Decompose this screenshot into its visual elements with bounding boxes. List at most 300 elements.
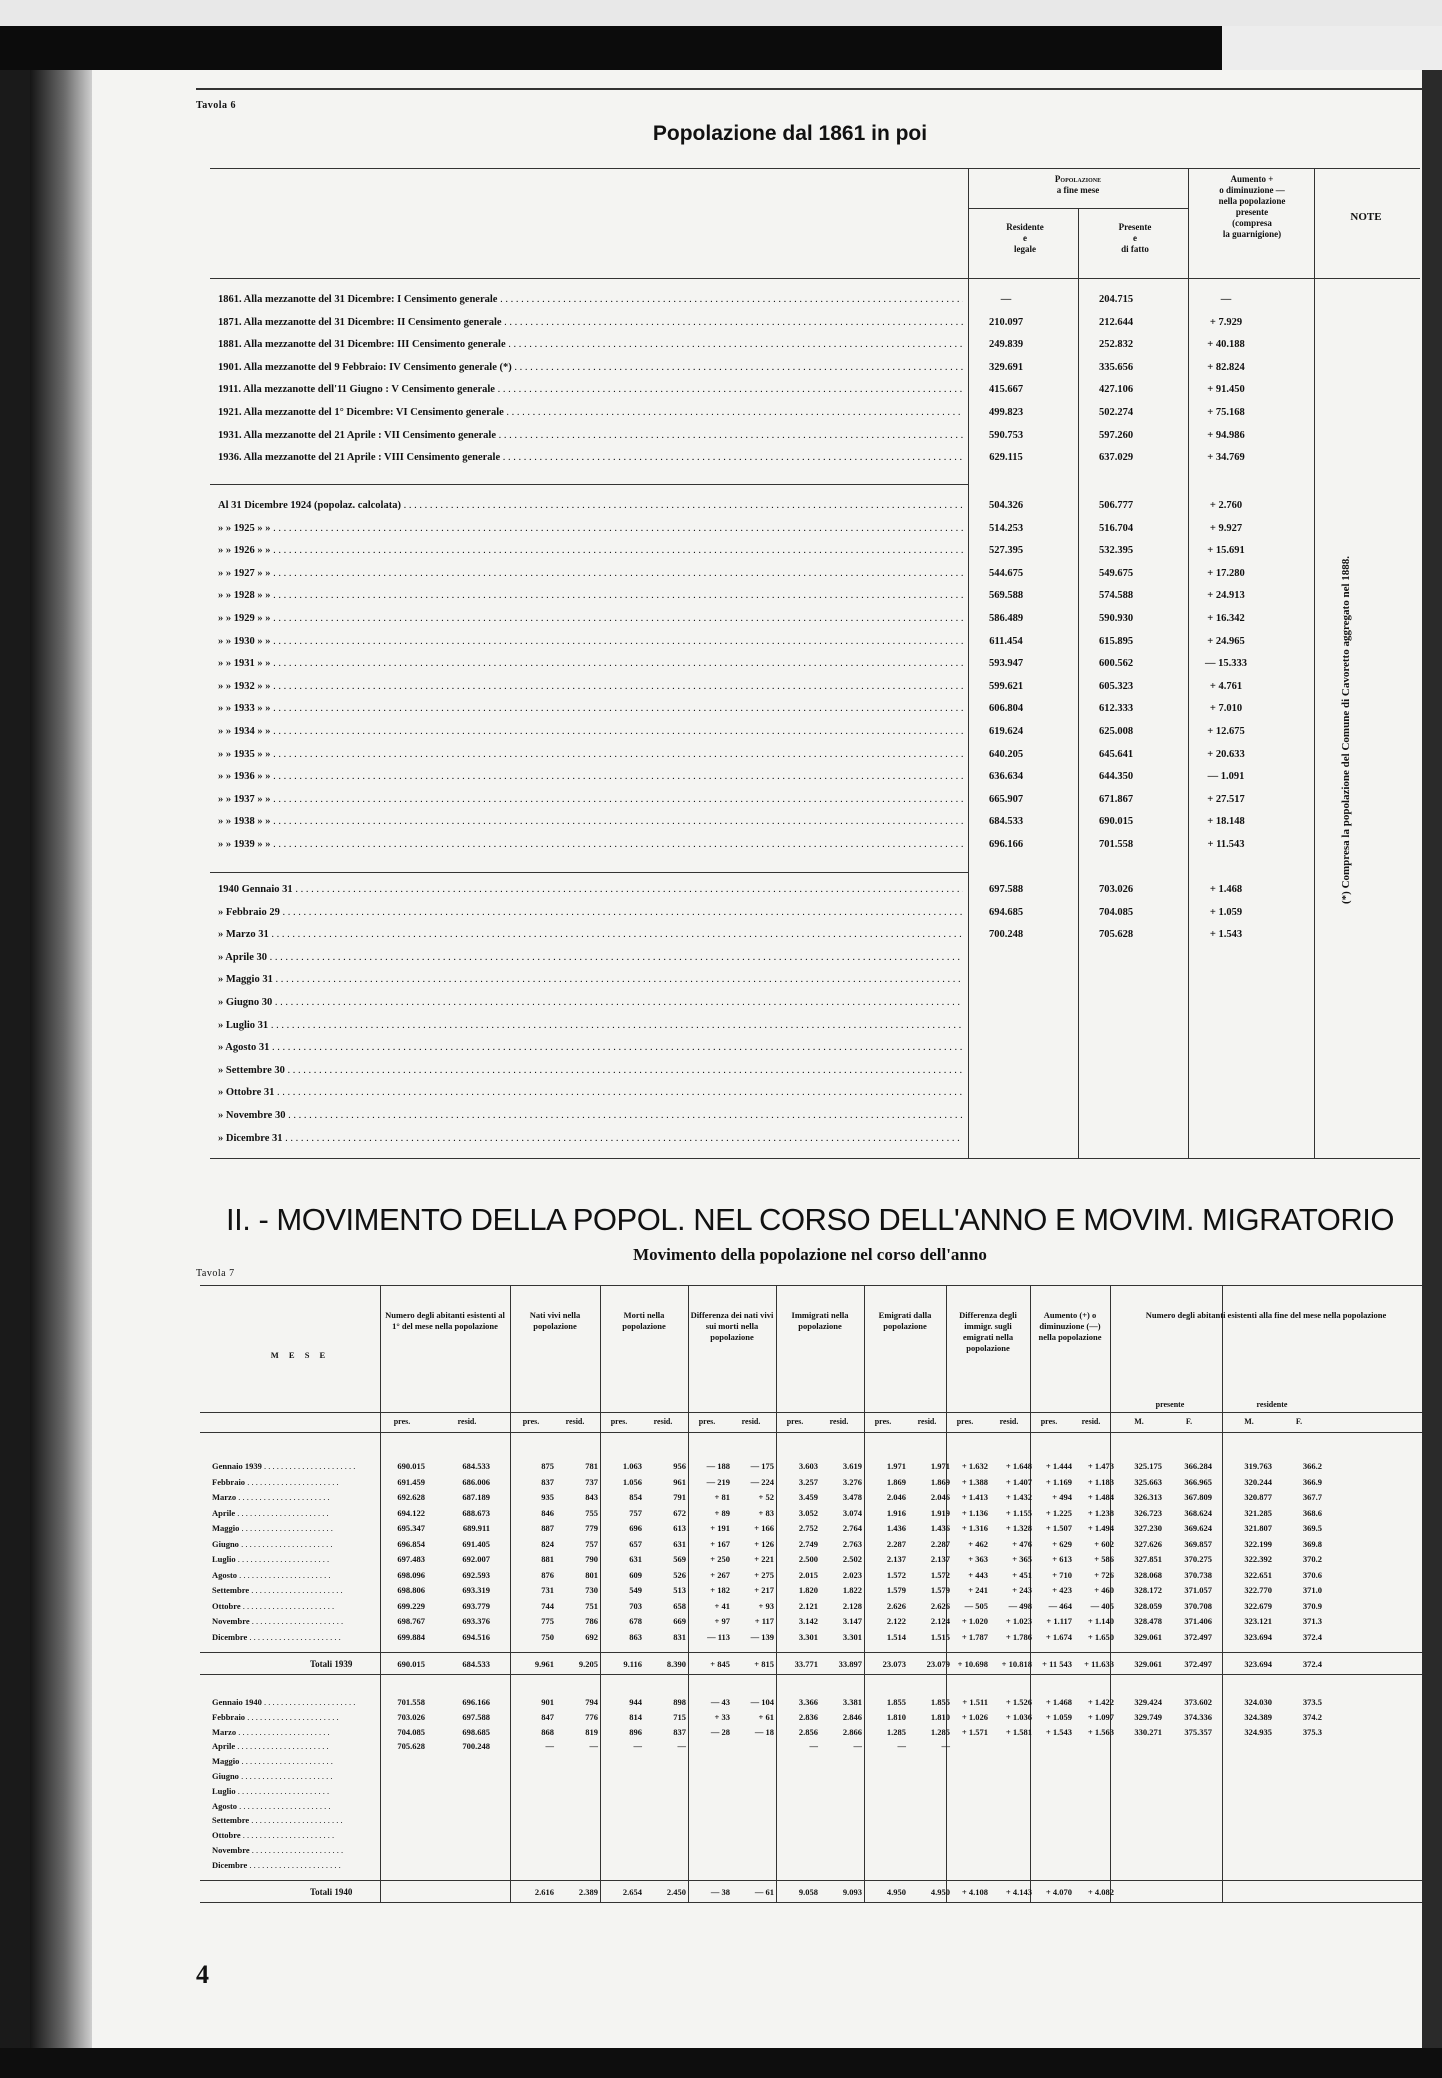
total-value: 9.205 — [578, 1659, 598, 1669]
value-aumento: + 34.769 — [1207, 452, 1245, 464]
row-value: + 1.648 — [1005, 1461, 1032, 1471]
value-residente: 697.588 — [988, 884, 1024, 895]
table6-row — [218, 496, 1308, 518]
row-label: » » 1938 » » . . . — [218, 816, 963, 827]
row-value: 3.459 — [798, 1492, 818, 1502]
row-month: Febbraio . . . — [212, 1477, 377, 1487]
row-value: + 1.563 — [1087, 1726, 1114, 1737]
value-aumento: + 1.543 — [1209, 929, 1243, 941]
row-label: » » 1927 » » . . . — [218, 568, 963, 579]
row-value: 896 — [629, 1726, 642, 1737]
tavola-7-label: Tavola 7 — [196, 1268, 235, 1279]
value-presente: 590.930 — [1098, 613, 1134, 624]
table7-row — [210, 1844, 1425, 1857]
row-value: 715 — [673, 1711, 686, 1722]
table7-row — [210, 1711, 1425, 1724]
table6-row — [218, 1038, 1308, 1060]
total-value: + 10.698 — [957, 1659, 988, 1669]
row-value: 2.836 — [798, 1711, 818, 1722]
table7-row — [210, 1631, 1425, 1644]
total-value: — 61 — [754, 1887, 774, 1897]
row-value: + 462 — [968, 1538, 988, 1549]
row-value: 672 — [673, 1507, 686, 1518]
row-value: 3.052 — [798, 1507, 818, 1518]
value-aumento: + 40.188 — [1207, 339, 1245, 351]
row-value: 323.694 — [1244, 1631, 1272, 1642]
row-month: Dicembre . . . — [212, 1860, 377, 1870]
table6-subheader-rule — [968, 208, 1188, 209]
row-value: 322.392 — [1244, 1554, 1272, 1564]
value-residente: 665.907 — [988, 793, 1024, 805]
row-value: 371.057 — [1184, 1585, 1212, 1595]
row-value: 781 — [585, 1461, 598, 1471]
row-value: 731 — [541, 1585, 554, 1595]
row-value: + 1.316 — [961, 1523, 988, 1533]
total-value: + 4.082 — [1087, 1887, 1114, 1897]
row-value: 329.424 — [1134, 1697, 1162, 1707]
row-value: 1.916 — [886, 1507, 906, 1518]
value-residente: 504.326 — [988, 500, 1024, 511]
value-presente: 701.558 — [1098, 839, 1134, 850]
value-aumento: + 12.675 — [1207, 726, 1245, 737]
row-value: + 1.494 — [1087, 1523, 1114, 1533]
row-value: 687.189 — [462, 1492, 490, 1502]
row-value: + 1.117 — [1046, 1616, 1072, 1626]
t7-subheader-resid: resid. — [1081, 1417, 1101, 1426]
table7-row — [210, 1476, 1425, 1489]
row-value: + 1.444 — [1045, 1461, 1072, 1471]
row-value: — — [545, 1741, 554, 1752]
row-value: — 498 — [1008, 1600, 1032, 1611]
row-value: 779 — [585, 1523, 598, 1533]
row-value: 846 — [541, 1507, 554, 1518]
row-value: 1.869 — [930, 1476, 950, 1487]
value-aumento: + 15.691 — [1207, 545, 1245, 557]
row-value: 372.497 — [1184, 1631, 1212, 1642]
value-aumento: + 18.148 — [1207, 816, 1245, 828]
table6-header-rule — [210, 168, 1420, 169]
row-value: 1.515 — [930, 1631, 950, 1642]
table6-row — [218, 358, 1308, 380]
row-value: 3.147 — [842, 1616, 862, 1626]
row-value: 2.121 — [798, 1600, 818, 1611]
row-value: + 1.674 — [1045, 1631, 1072, 1642]
table6-row — [218, 948, 1308, 970]
value-aumento: + 75.168 — [1207, 407, 1245, 418]
t7-subheader-presente: presente — [1155, 1400, 1185, 1409]
value-presente: 600.562 — [1098, 658, 1134, 670]
total-value: 33.897 — [838, 1659, 862, 1669]
row-value: 1.063 — [622, 1461, 642, 1471]
row-label: 1861. Alla mezzanotte del 31 Dicembre: I Censimento generale . . . — [218, 294, 963, 305]
value-residente: 593.947 — [988, 658, 1024, 670]
row-value: + 1.059 — [1045, 1711, 1072, 1722]
row-value: 692.628 — [397, 1492, 425, 1502]
t7-subheader-resid: resid. — [565, 1417, 585, 1426]
row-value: — 104 — [750, 1697, 774, 1707]
table6-title: Popolazione dal 1861 in poi — [652, 122, 928, 145]
table6-top-rule — [196, 88, 1422, 90]
row-value: 370.275 — [1184, 1554, 1212, 1564]
row-value: 786 — [585, 1616, 598, 1626]
t7-header-aumento: Aumento (+) o diminuzione (—) nella popolazione — [1038, 1310, 1102, 1342]
row-value: + 243 — [1012, 1585, 1032, 1595]
row-value: 1.971 — [886, 1461, 906, 1471]
value-presente: 703.026 — [1098, 884, 1134, 895]
row-value: 1.855 — [930, 1697, 950, 1707]
row-value: 3.478 — [842, 1492, 862, 1502]
t7-subheader-resid: resid. — [653, 1417, 673, 1426]
row-value: 2.046 — [886, 1492, 906, 1502]
table7-total1939-bottom — [200, 1674, 1422, 1675]
row-value: + 613 — [1052, 1554, 1072, 1564]
row-value: 704.085 — [397, 1726, 425, 1737]
row-label: » Maggio 31 . . . — [218, 974, 963, 985]
value-presente: 204.715 — [1098, 294, 1134, 305]
value-aumento: + 94.986 — [1207, 429, 1245, 441]
row-value: + 1.650 — [1087, 1631, 1114, 1642]
scan-top-border — [0, 26, 1222, 70]
total-value: 329.061 — [1134, 1659, 1162, 1669]
row-value: 1.285 — [886, 1726, 906, 1737]
row-value: 321.807 — [1244, 1523, 1272, 1533]
value-residente: 684.533 — [988, 816, 1024, 828]
row-value: 1.869 — [886, 1476, 906, 1487]
row-value: + 1.140 — [1087, 1616, 1114, 1626]
row-month: Aprile . . . — [212, 1508, 377, 1518]
row-value: + 1.432 — [1005, 1492, 1032, 1502]
row-value: 801 — [585, 1569, 598, 1580]
row-value: 684.533 — [462, 1461, 490, 1471]
row-month: Luglio . . . — [212, 1786, 377, 1796]
value-residente: 606.804 — [988, 703, 1024, 715]
value-aumento: + 16.342 — [1207, 613, 1245, 624]
value-aumento: + 1.468 — [1209, 884, 1243, 895]
row-value: 887 — [541, 1523, 554, 1533]
row-value: 697.588 — [462, 1711, 490, 1722]
row-value: 370.9 — [1302, 1600, 1322, 1611]
row-value: 881 — [541, 1554, 554, 1564]
row-value: 1.579 — [930, 1585, 950, 1595]
table7-row — [210, 1800, 1425, 1813]
row-value: + 363 — [968, 1554, 988, 1564]
scan-bottom-border — [0, 2048, 1442, 2078]
row-value: + 1.468 — [1045, 1697, 1072, 1707]
total-label: Totali 1940 — [310, 1887, 353, 1897]
t7-subheader-pres: pres. — [1040, 1417, 1058, 1426]
row-value: + 93 — [758, 1600, 774, 1611]
total-value: + 11.633 — [1084, 1659, 1114, 1669]
row-value: + 1.632 — [961, 1461, 988, 1471]
table6-row — [218, 380, 1308, 402]
table6-row — [218, 903, 1308, 925]
row-value: 327.626 — [1134, 1538, 1162, 1549]
row-value: 370.6 — [1302, 1569, 1322, 1580]
row-month: Maggio . . . — [212, 1756, 377, 1766]
row-value: + 1.183 — [1087, 1476, 1114, 1487]
row-label: » Novembre 30 . . . — [218, 1110, 963, 1121]
row-value: 366.2 — [1302, 1461, 1322, 1471]
row-value: — 18 — [754, 1726, 774, 1737]
t7-subheader-F: F. — [1295, 1417, 1303, 1426]
row-label: » » 1932 » » . . . — [218, 681, 963, 692]
value-presente: 625.008 — [1098, 726, 1134, 737]
value-residente: 590.753 — [988, 429, 1024, 441]
row-value: 688.673 — [462, 1507, 490, 1518]
table7-row — [210, 1553, 1425, 1566]
row-value: — — [941, 1741, 950, 1752]
row-month: Ottobre . . . — [212, 1601, 377, 1611]
row-value: + 182 — [710, 1585, 730, 1595]
row-value: — 188 — [706, 1461, 730, 1471]
value-aumento: + 7.929 — [1209, 316, 1243, 328]
value-residente: 611.454 — [989, 635, 1023, 647]
row-value: 1.285 — [930, 1726, 950, 1737]
row-value: + 126 — [754, 1538, 774, 1549]
t7-subheader-pres: pres. — [522, 1417, 540, 1426]
row-value: + 1.136 — [961, 1507, 988, 1518]
row-value: + 460 — [1094, 1585, 1114, 1595]
value-residente: 329.691 — [988, 361, 1024, 373]
row-month: Giugno . . . — [212, 1539, 377, 1549]
row-value: 790 — [585, 1554, 598, 1564]
row-value: 322.679 — [1244, 1600, 1272, 1611]
total-value: 33.771 — [794, 1659, 818, 1669]
row-label: » » 1930 » » . . . — [218, 636, 963, 647]
scan-binding-shadow — [30, 70, 92, 2048]
header-note: NOTE — [1350, 211, 1382, 223]
total-value: — 38 — [710, 1887, 730, 1897]
row-value: + 1.507 — [1045, 1523, 1072, 1533]
row-value: 2.023 — [842, 1569, 862, 1580]
row-value: — 505 — [964, 1600, 988, 1611]
table7-row — [210, 1600, 1425, 1613]
row-value: 366.965 — [1184, 1476, 1212, 1487]
row-value: + 166 — [754, 1523, 774, 1533]
table6-row — [218, 1106, 1308, 1128]
table6-row — [218, 1083, 1308, 1105]
row-value: + 167 — [710, 1538, 730, 1549]
row-value: 696 — [629, 1523, 642, 1533]
value-residente: 694.685 — [988, 906, 1024, 918]
table6-row — [218, 313, 1308, 335]
row-value: 700.248 — [462, 1741, 490, 1752]
row-value: + 476 — [1012, 1538, 1032, 1549]
row-label: » Giugno 30 . . . — [218, 997, 963, 1008]
row-value: — — [853, 1741, 862, 1752]
row-label: » » 1928 » » . . . — [218, 590, 963, 601]
row-label: » Dicembre 31 . . . — [218, 1133, 963, 1144]
row-value: 374.336 — [1184, 1711, 1212, 1722]
table6-row — [218, 699, 1308, 721]
t7-subheader-resid: resid. — [829, 1417, 849, 1426]
table7-row — [210, 1814, 1425, 1827]
row-value: + 1.581 — [1005, 1726, 1032, 1737]
row-value: 3.619 — [842, 1461, 862, 1471]
value-presente: 335.656 — [1098, 361, 1134, 373]
row-value: 3.366 — [798, 1697, 818, 1707]
row-value: 698.096 — [397, 1569, 425, 1580]
row-value: 327.851 — [1134, 1554, 1162, 1564]
table6-row — [218, 790, 1308, 812]
row-value: + 726 — [1094, 1569, 1114, 1580]
row-label: 1871. Alla mezzanotte del 31 Dicembre: II Censimento generale . . . — [218, 317, 963, 328]
total-value: 23.073 — [882, 1659, 906, 1669]
row-value: 863 — [629, 1631, 642, 1642]
t7-subheader-M: M. — [1134, 1417, 1144, 1426]
table7-subheader-rule — [200, 1432, 1422, 1433]
row-value: 819 — [585, 1726, 598, 1737]
row-value: + 81 — [714, 1492, 730, 1502]
row-month: Agosto . . . — [212, 1801, 377, 1811]
value-residente: 629.115 — [989, 452, 1023, 464]
row-label: 1921. Alla mezzanotte del 1° Dicembre: VI Censimento generale . . . — [218, 407, 963, 418]
value-presente: 705.628 — [1098, 929, 1134, 941]
row-value: 1.810 — [886, 1711, 906, 1722]
row-value: + 1.787 — [961, 1631, 988, 1642]
row-label: » Ottobre 31 . . . — [218, 1087, 963, 1098]
row-value: 669 — [673, 1616, 686, 1626]
row-value: 2.846 — [842, 1711, 862, 1722]
total-value: 4.950 — [930, 1887, 950, 1897]
row-value: 328.059 — [1134, 1600, 1162, 1611]
row-value: + 423 — [1052, 1585, 1072, 1595]
table6-row — [218, 290, 1308, 312]
row-value: 692.593 — [462, 1569, 490, 1580]
row-value: 2.137 — [886, 1554, 906, 1564]
row-value: 320.877 — [1244, 1492, 1272, 1502]
row-value: 944 — [629, 1697, 642, 1707]
value-presente: 690.015 — [1098, 816, 1134, 828]
table6-row — [218, 1061, 1308, 1083]
row-value: 1.919 — [930, 1507, 950, 1518]
row-value: — 224 — [750, 1476, 774, 1487]
row-value: 329.749 — [1134, 1711, 1162, 1722]
table6-row — [218, 586, 1308, 608]
total-value: 9.116 — [623, 1659, 642, 1669]
row-value: 374.2 — [1302, 1711, 1322, 1722]
row-value: 328.172 — [1134, 1585, 1162, 1595]
table6-row — [218, 925, 1308, 947]
value-aumento: + 91.450 — [1207, 384, 1245, 396]
row-value: 3.381 — [842, 1697, 862, 1707]
row-label: » » 1935 » » . . . — [218, 749, 963, 760]
row-label: 1901. Alla mezzanotte del 9 Febbraio: IV Censimento generale (*) . . . — [218, 362, 963, 373]
table6-row — [218, 767, 1308, 789]
row-value: 1.855 — [886, 1697, 906, 1707]
row-label: » » 1936 » » . . . — [218, 771, 963, 782]
row-value: 757 — [629, 1507, 642, 1518]
row-value: — 175 — [750, 1461, 774, 1471]
row-value: 814 — [629, 1711, 642, 1722]
value-presente: 671.867 — [1098, 793, 1134, 805]
tavola-6-label: Tavola 6 — [196, 100, 237, 111]
row-value: 698.767 — [397, 1616, 425, 1626]
table6-row — [218, 993, 1308, 1015]
table7-row — [210, 1696, 1425, 1709]
row-value: 321.285 — [1244, 1507, 1272, 1518]
row-value: 695.347 — [397, 1523, 425, 1533]
row-value: + 1.571 — [961, 1726, 988, 1737]
total-value: 2.450 — [666, 1887, 686, 1897]
table6-row — [218, 609, 1308, 631]
row-value: 703.026 — [397, 1711, 425, 1722]
value-aumento: + 24.913 — [1207, 590, 1245, 602]
t7-subheader-pres: pres. — [956, 1417, 974, 1426]
table6-row — [218, 564, 1308, 586]
row-month: Gennaio 1939 . . . — [212, 1461, 377, 1471]
table6-row — [218, 745, 1308, 767]
table7-row — [210, 1491, 1425, 1504]
header-residente: Residente e legale — [1006, 222, 1044, 254]
total-value: 323.694 — [1244, 1659, 1272, 1669]
scan-right-edge — [1422, 70, 1442, 2048]
row-month: Marzo . . . — [212, 1492, 377, 1502]
row-value: 901 — [541, 1697, 554, 1707]
table6-row — [218, 403, 1308, 425]
row-value: 367.809 — [1184, 1492, 1212, 1502]
row-value: 705.628 — [397, 1741, 425, 1752]
value-residente: 586.489 — [988, 613, 1024, 624]
table7-row — [210, 1740, 1425, 1753]
row-month: Ottobre . . . — [212, 1830, 377, 1840]
row-value: 3.276 — [842, 1476, 862, 1487]
t7-subheader-resid: resid. — [741, 1417, 761, 1426]
row-value: + 1.413 — [961, 1492, 988, 1502]
row-value: 794 — [585, 1697, 598, 1707]
row-value: 854 — [629, 1492, 642, 1502]
t7-subheader-pres: pres. — [786, 1417, 804, 1426]
row-label: » » 1929 » » . . . — [218, 613, 963, 624]
row-label: » Luglio 31 . . . — [218, 1020, 963, 1031]
value-residente: 640.205 — [988, 748, 1024, 760]
row-value: 831 — [673, 1631, 686, 1642]
row-label: » Agosto 31 . . . — [218, 1042, 963, 1053]
row-value: 699.229 — [397, 1600, 425, 1611]
value-presente: 597.260 — [1098, 429, 1134, 441]
value-presente: 427.106 — [1098, 384, 1134, 396]
t7-header-differenza_ie: Differenza degli immigr. sugli emigrati nella popolazione — [959, 1310, 1017, 1353]
row-value: + 250 — [710, 1554, 730, 1564]
table6-separator-1 — [210, 484, 968, 485]
row-value: 369.5 — [1302, 1523, 1322, 1533]
row-value: 657 — [629, 1538, 642, 1549]
page-number: 4 — [196, 1960, 209, 1989]
row-month: Novembre . . . — [212, 1845, 377, 1855]
total-value: + 815 — [754, 1659, 774, 1669]
row-value: 2.866 — [842, 1726, 862, 1737]
table6-row — [218, 722, 1308, 744]
row-value: + 83 — [758, 1507, 774, 1518]
row-value: + 97 — [714, 1616, 730, 1626]
row-value: 701.558 — [397, 1697, 425, 1707]
row-value: 370.708 — [1184, 1600, 1212, 1611]
row-label: 1940 Gennaio 31 . . . — [218, 884, 963, 895]
value-residente: 514.253 — [988, 522, 1024, 534]
value-presente: 212.644 — [1098, 316, 1134, 328]
table6-header-bottom-rule — [210, 278, 1420, 279]
row-value: 2.763 — [842, 1538, 862, 1549]
row-value: 837 — [673, 1726, 686, 1737]
row-value: 699.884 — [397, 1631, 425, 1642]
row-value: + 494 — [1052, 1492, 1072, 1502]
row-label: » Aprile 30 . . . — [218, 952, 963, 963]
table7-row — [210, 1755, 1425, 1768]
row-label: » Febbraio 29 . . . — [218, 907, 963, 918]
row-value: 956 — [673, 1461, 686, 1471]
row-label: » » 1937 » » . . . — [218, 794, 963, 805]
value-aumento: + 82.824 — [1207, 361, 1245, 373]
